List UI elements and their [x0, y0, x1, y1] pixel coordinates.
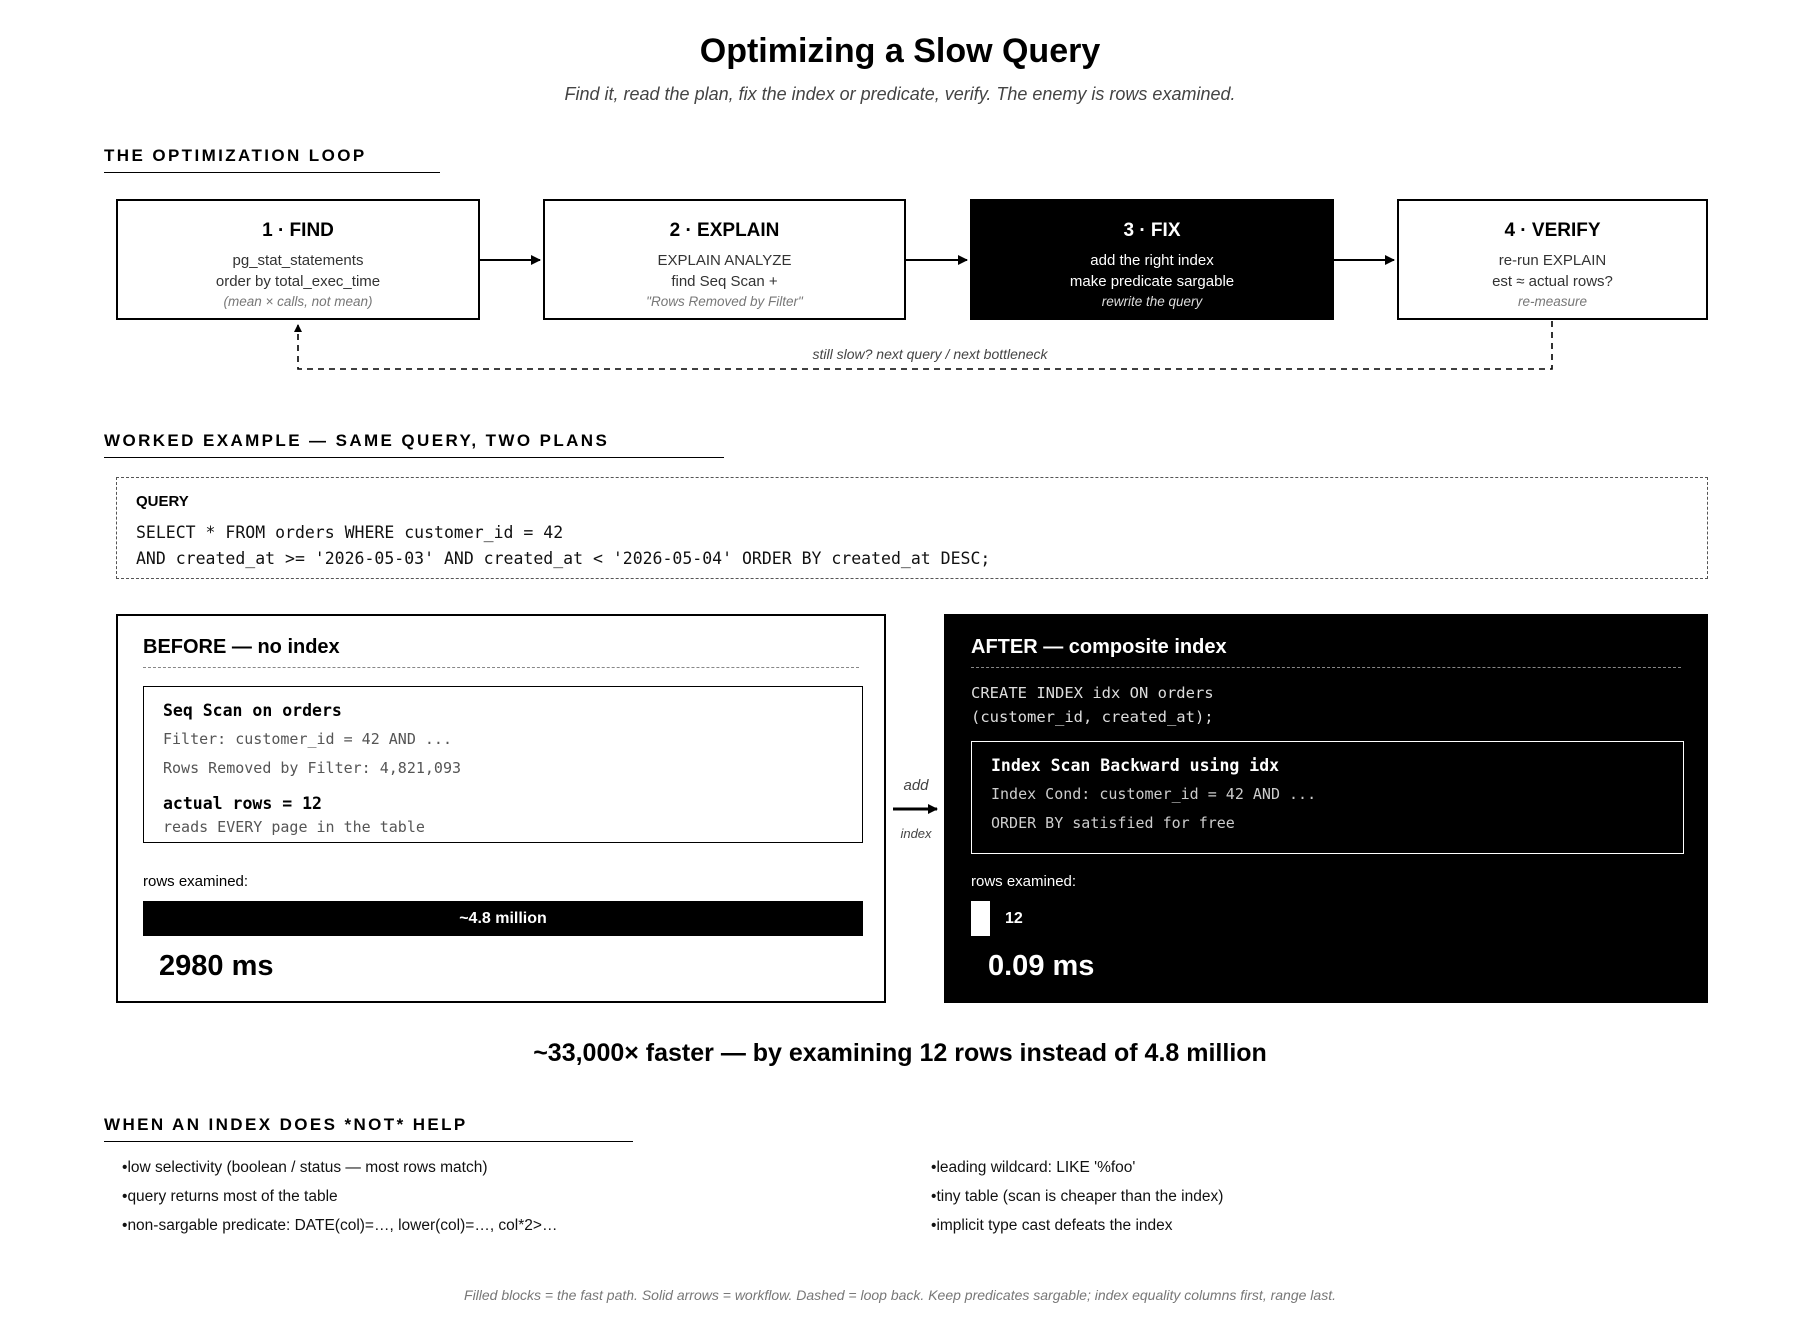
- step-line: order by total_exec_time: [215, 273, 381, 290]
- step-verify: [1397, 199, 1708, 320]
- list-item: • non-sargable predicate: DATE(col)=…, lower(col)=…, col*2>…: [122, 1217, 557, 1235]
- step-title: 3 · FIX: [1123, 220, 1181, 241]
- rows-examined-bar: ~4.8 million: [143, 901, 863, 936]
- step-title: 2 · EXPLAIN: [669, 220, 780, 241]
- speedup-summary: ~33,000× faster — by examining 12 rows instead of 4.8 million: [533, 1039, 1267, 1067]
- step-line: est ≈ actual rows?: [1492, 273, 1613, 290]
- rows-examined-label: rows examined:: [143, 873, 249, 890]
- step-line: re-run EXPLAIN: [1498, 252, 1607, 269]
- transition-label-index: index: [900, 826, 932, 841]
- create-index-line: CREATE INDEX idx ON orders: [971, 684, 1214, 702]
- divider: [143, 667, 859, 668]
- rows-examined-label: rows examined:: [971, 873, 1077, 890]
- section-heading-example: WORKED EXAMPLE — SAME QUERY, TWO PLANS: [104, 431, 724, 458]
- plan-line: Index Cond: customer_id = 42 AND ...: [991, 785, 1317, 803]
- before-plan-box: [143, 686, 863, 843]
- plan-actual-rows: actual rows = 12: [163, 794, 322, 813]
- plan-line: Rows Removed by Filter: 4,821,093: [163, 759, 462, 777]
- rows-examined-value: 12: [1005, 910, 1023, 927]
- page-title: Optimizing a Slow Query: [699, 32, 1101, 70]
- transition-label-add: add: [903, 777, 929, 794]
- rows-examined-bar: [971, 901, 990, 936]
- step-note: "Rows Removed by Filter": [646, 294, 803, 309]
- step-note: (mean × calls, not mean): [223, 294, 373, 309]
- list-item: • low selectivity (boolean / status — most rows match): [122, 1159, 488, 1177]
- step-line: find Seq Scan +: [671, 273, 778, 290]
- step-explain: [543, 199, 906, 320]
- plan-node: Index Scan Backward using idx: [991, 756, 1280, 775]
- step-title: 4 · VERIFY: [1504, 220, 1601, 241]
- after-panel: [944, 614, 1708, 1003]
- step-line: add the right index: [1090, 252, 1214, 269]
- footnote: Filled blocks = the fast path. Solid arrows = workflow. Dashed = loop back. Keep predicates sargable; index equality columns first, range last.: [464, 1287, 1336, 1303]
- plan-line: ORDER BY satisfied for free: [991, 814, 1235, 832]
- plan-note: reads EVERY page in the table: [163, 818, 425, 836]
- divider: [971, 667, 1681, 668]
- create-index-line: (customer_id, created_at);: [971, 708, 1214, 726]
- step-find: [116, 199, 480, 320]
- step-fix: [970, 199, 1334, 320]
- list-item: • tiny table (scan is cheaper than the index): [931, 1188, 1223, 1206]
- section-heading-loop: THE OPTIMIZATION LOOP: [104, 146, 440, 173]
- step-note: rewrite the query: [1101, 294, 1203, 309]
- query-line: AND created_at >= '2026-05-03' AND created_at < '2026-05-04' ORDER BY created_at DESC;: [136, 549, 991, 568]
- list-item: • query returns most of the table: [122, 1188, 338, 1206]
- list-item: • implicit type cast defeats the index: [931, 1217, 1173, 1235]
- step-title: 1 · FIND: [262, 220, 334, 241]
- after-time: 0.09 ms: [988, 950, 1095, 982]
- plan-node: Seq Scan on orders: [163, 701, 342, 720]
- loop-back-label: still slow? next query / next bottleneck: [812, 346, 1048, 362]
- query-line: SELECT * FROM orders WHERE customer_id = 42: [136, 523, 564, 542]
- after-title: AFTER — composite index: [971, 636, 1227, 658]
- query-box: [116, 477, 1708, 579]
- before-title: BEFORE — no index: [143, 636, 340, 658]
- before-time: 2980 ms: [159, 950, 274, 982]
- list-item: • leading wildcard: LIKE '%foo': [931, 1159, 1135, 1177]
- step-line: EXPLAIN ANALYZE: [657, 252, 792, 269]
- after-plan-box: [971, 741, 1684, 854]
- section-heading-not-help: WHEN AN INDEX DOES *NOT* HELP: [104, 1115, 633, 1142]
- step-line: pg_stat_statements: [232, 252, 364, 269]
- query-label: QUERY: [136, 493, 189, 510]
- before-panel: [116, 614, 886, 1003]
- page-subtitle: Find it, read the plan, fix the index or predicate, verify. The enemy is rows examined.: [564, 84, 1236, 104]
- plan-line: Filter: customer_id = 42 AND ...: [163, 730, 452, 748]
- step-note: re-measure: [1517, 294, 1588, 309]
- step-line: make predicate sargable: [1069, 273, 1235, 290]
